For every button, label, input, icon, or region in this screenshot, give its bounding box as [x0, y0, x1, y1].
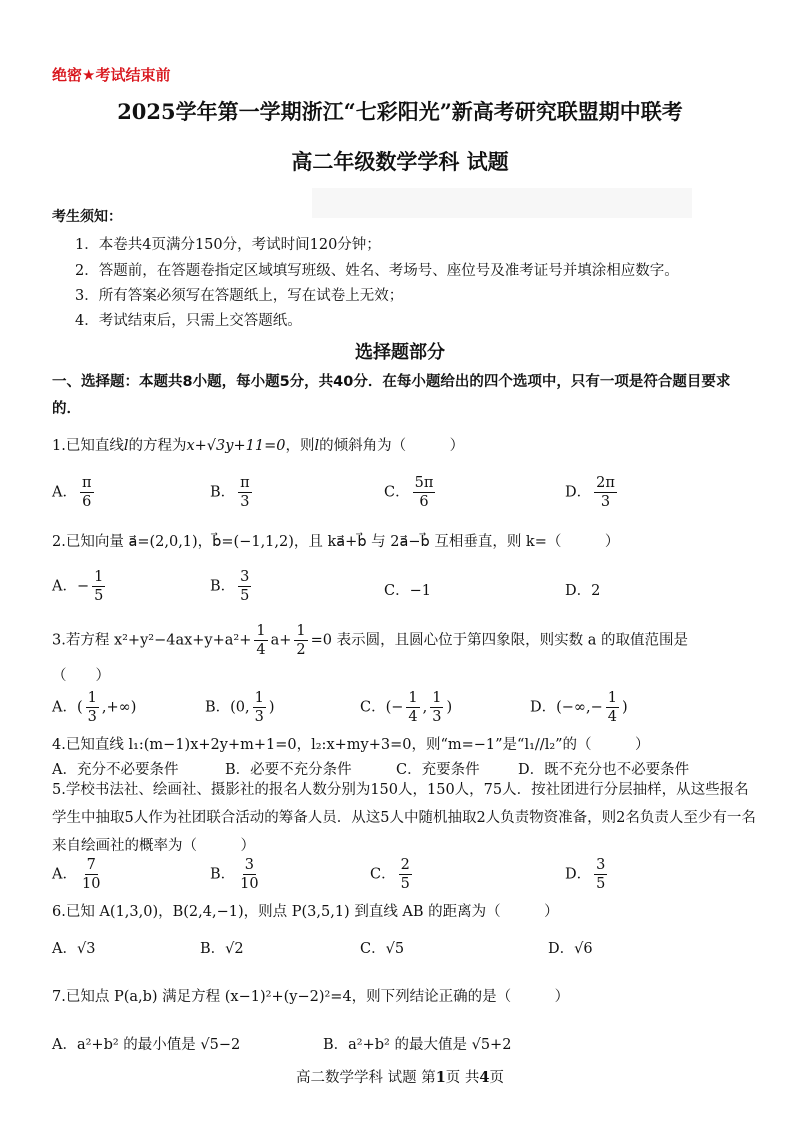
q6-option-c[interactable]: C．√5 — [360, 941, 405, 957]
q2-option-d[interactable]: D．2 — [565, 583, 601, 599]
fraction: $\frac{3}{10}$ — [240, 857, 259, 892]
q6-option-b[interactable]: B．√2 — [200, 941, 244, 957]
fraction: $\frac{1}{3}$ — [254, 690, 264, 725]
q4-option-d[interactable]: D．既不充分也不必要条件 — [518, 762, 690, 778]
notice-title: 考生须知： — [52, 209, 122, 225]
fraction: $\frac{1}{3}$ — [432, 690, 442, 725]
q2-option-a[interactable]: A．− $\frac{1}{5}$ — [52, 569, 104, 604]
q7-option-a[interactable]: A．a²+b² 的最小值是 √5−2 — [52, 1037, 241, 1053]
fraction: $\frac{2}{5}$ — [400, 857, 410, 892]
fraction: $\frac{5\pi}{6}$ — [414, 475, 434, 510]
q5-option-b[interactable]: B． $\frac{3}{10}$ — [210, 857, 259, 892]
section-instruction: 一、选择题：本题共8小题，每小题5分，共40分．在每小题给出的四个选项中，只有一项是符合题目要求的． — [52, 374, 731, 417]
q7-option-b[interactable]: B．a²+b² 的最大值是 √5+2 — [323, 1037, 512, 1053]
equation: x+√3y+11=0 — [186, 438, 286, 454]
q2-option-c[interactable]: C．−1 — [384, 583, 431, 599]
q3-option-a[interactable]: A．( $\frac{1}{3}$ ,+∞) — [52, 690, 137, 725]
notice-item-1: 1．本卷共4页满分150分，考试时间120分钟； — [75, 237, 381, 253]
fraction: $\frac{\pi}{6}$ — [81, 475, 92, 510]
q6-option-d[interactable]: D．√6 — [548, 941, 593, 957]
q1-option-d[interactable]: D． $\frac{2\pi}{3}$ — [565, 475, 615, 510]
page-footer: 高二数学学科 试题 第1页 共4页 — [295, 1069, 504, 1086]
question-6: 6.已知 A(1,3,0)，B(2,4,−1)，则点 P(3,5,1) 到直线 AB 的距离为（ ） — [52, 904, 559, 920]
question-4: 4.已知直线 l₁:(m−1)x+2y+m+1=0，l₂:x+my+3=0，则“m=−1”是“l₁//l₂”的（ ） — [52, 737, 650, 753]
notice-item-4: 4．考试结束后，只需上交答题纸。 — [75, 313, 302, 329]
question-5: 5.学校书法社、绘画社、摄影社的报名人数分别为150人，150人，75人．按社团进行分层抽样，从这些报名学生中抽取5人作为社团联合活动的筹备人员．从这5人中随机抽取2人负责物资准备，则2名负责人至少有一名来自绘画社的概率为（ ） — [52, 782, 756, 854]
fraction: $\frac{1}{3}$ — [87, 690, 97, 725]
page-total: 4 — [479, 1069, 490, 1086]
q2-option-b[interactable]: B． $\frac{3}{5}$ — [210, 569, 250, 604]
question-3-blank: （ ） — [52, 668, 110, 684]
section-title: 选择题部分 — [355, 342, 445, 363]
q4-option-c[interactable]: C．充要条件 — [396, 762, 480, 778]
fraction: $\frac{1}{2}$ — [296, 623, 306, 658]
question-3: 3.若方程 x²+y²−4ax+y+a²+ $\frac{1}{4}$ a+ $\frac{1}{2}$ =0 表示圆，且圆心位于第四象限，则实数 a 的取值范围是 — [52, 623, 689, 658]
q3-option-c[interactable]: C．(− $\frac{1}{4}$ , $\frac{1}{3}$ ) — [360, 690, 453, 725]
fraction: $\frac{1}{4}$ — [408, 690, 418, 725]
question-2: 2.已知向量 a⃗=(2,0,1)，b⃗=(−1,1,2)，且 ka⃗+b⃗ 与 2a⃗−b⃗ 互相垂直，则 k=（ ） — [52, 534, 620, 550]
notice-item-2: 2．答题前，在答题卷指定区域填写班级、姓名、考场号、座位号及准考证号并填涂相应数字。 — [75, 263, 679, 279]
fraction: $\frac{7}{10}$ — [81, 857, 101, 892]
scan-shade — [312, 188, 692, 218]
page-number: 1 — [435, 1069, 446, 1086]
q3-option-b[interactable]: B．(0, $\frac{1}{3}$ ) — [205, 690, 275, 725]
q6-option-a[interactable]: A．√3 — [52, 941, 96, 957]
question-1: 1.已知直线l的方程为x+√3y+11=0，则l的倾斜角为（ ） — [52, 438, 465, 454]
notice-item-3: 3．所有答案必须写在答题纸上，写在试卷上无效； — [75, 288, 404, 304]
fraction: $\frac{1}{5}$ — [94, 569, 104, 604]
q5-option-c[interactable]: C． $\frac{2}{5}$ — [370, 857, 410, 892]
q1-option-c[interactable]: C． $\frac{5\pi}{6}$ — [384, 475, 434, 510]
q4-option-a[interactable]: A．充分不必要条件 — [52, 762, 179, 778]
exam-subtitle: 高二年级数学学科 试题 — [291, 149, 509, 174]
fraction: $\frac{3}{5}$ — [240, 569, 250, 604]
q4-option-b[interactable]: B．必要不充分条件 — [225, 762, 352, 778]
q1-option-a[interactable]: A． $\frac{\pi}{6}$ — [52, 475, 92, 510]
q5-option-d[interactable]: D． $\frac{3}{5}$ — [565, 857, 606, 892]
fraction: $\frac{2\pi}{3}$ — [596, 475, 615, 510]
exam-title: 2025学年第一学期浙江“七彩阳光”新高考研究联盟期中联考 — [117, 99, 683, 124]
q5-option-a[interactable]: A． $\frac{7}{10}$ — [52, 857, 101, 892]
fraction: $\frac{1}{4}$ — [256, 623, 266, 658]
q1-option-b[interactable]: B． $\frac{\pi}{3}$ — [210, 475, 250, 510]
q3-option-d[interactable]: D．(−∞,− $\frac{1}{4}$ ) — [530, 690, 628, 725]
fraction: $\frac{1}{4}$ — [607, 690, 618, 725]
fraction: $\frac{3}{5}$ — [596, 857, 606, 892]
fraction: $\frac{\pi}{3}$ — [240, 475, 250, 510]
secret-label: 绝密★考试结束前 — [52, 66, 171, 84]
question-7: 7.已知点 P(a,b) 满足方程 (x−1)²+(y−2)²=4，则下列结论正确的是（ ） — [52, 989, 570, 1005]
